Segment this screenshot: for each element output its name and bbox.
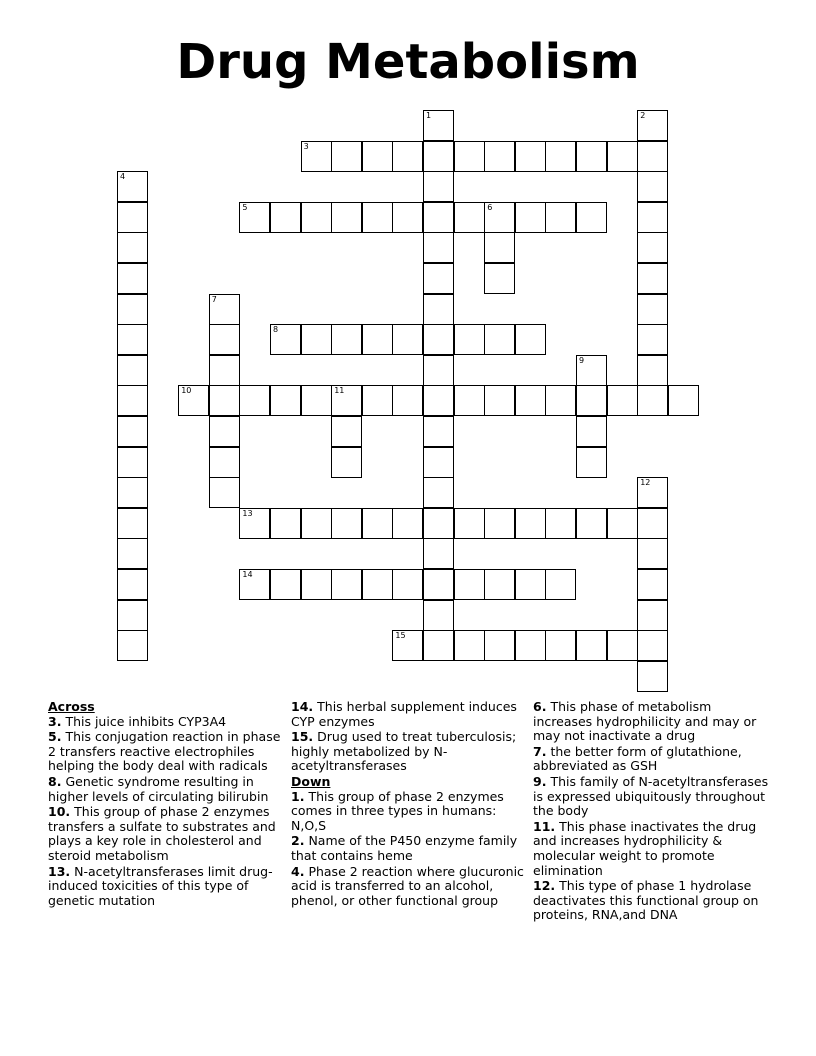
grid-cell[interactable] <box>117 263 148 294</box>
grid-cell[interactable] <box>637 263 668 294</box>
grid-cell[interactable] <box>423 294 454 325</box>
cell-number: 8 <box>273 325 279 335</box>
down-heading: Down <box>291 773 331 789</box>
grid-cell[interactable] <box>545 385 576 416</box>
grid-cell[interactable] <box>209 324 240 355</box>
grid-cell[interactable] <box>331 324 362 355</box>
grid-cell[interactable] <box>423 447 454 478</box>
grid-cell[interactable] <box>637 569 668 600</box>
grid-cell[interactable] <box>331 447 362 478</box>
grid-cell[interactable] <box>331 416 362 447</box>
grid-cell[interactable] <box>209 385 240 416</box>
grid-cell[interactable] <box>423 263 454 294</box>
clue-text: Name of the P450 enzyme family that contains heme <box>291 833 518 863</box>
grid-cell[interactable] <box>392 508 423 539</box>
grid-cell[interactable] <box>545 569 576 600</box>
clue-across-5 <box>48 730 284 774</box>
grid-cell[interactable] <box>545 508 576 539</box>
grid-cell[interactable] <box>117 385 148 416</box>
grid-cell[interactable] <box>423 171 454 202</box>
grid-cell[interactable] <box>331 385 362 416</box>
clue-down-9 <box>533 775 773 819</box>
clue-down-1 <box>291 790 527 834</box>
grid-cell[interactable] <box>484 569 515 600</box>
grid-cell[interactable] <box>362 202 393 233</box>
clue-across-13 <box>48 865 284 909</box>
grid-cell[interactable] <box>576 141 607 172</box>
cell-number: 1 <box>426 111 432 120</box>
grid-cell[interactable] <box>239 202 270 233</box>
clue-text: This phase inactivates the drug and increases hydrophilicity & molecular weight to promote elimination <box>533 818 757 878</box>
clue-down-6 <box>533 700 773 744</box>
grid-cell[interactable] <box>423 141 454 172</box>
grid-cell[interactable] <box>117 355 148 386</box>
grid-cell[interactable] <box>117 324 148 355</box>
grid-cell[interactable] <box>301 141 332 172</box>
grid-cell[interactable] <box>117 508 148 539</box>
grid-cell[interactable] <box>423 416 454 447</box>
grid-cell[interactable] <box>576 447 607 478</box>
grid-cell[interactable] <box>392 141 423 172</box>
grid-cell[interactable] <box>637 661 668 692</box>
cell-number: 4 <box>120 172 126 182</box>
grid-cell[interactable] <box>454 569 485 600</box>
clue-across-14 <box>291 700 527 729</box>
clue-number: 4. <box>291 863 305 879</box>
grid-cell[interactable] <box>637 355 668 386</box>
clue-down-7 <box>533 745 773 774</box>
grid-cell[interactable] <box>423 630 454 661</box>
clue-number: 3. <box>48 713 62 729</box>
puzzle-title: Drug Metabolism <box>176 34 640 90</box>
grid-cell[interactable] <box>515 385 546 416</box>
clues-column-1 <box>48 700 284 909</box>
clue-number: 1. <box>291 788 305 804</box>
clue-across-3 <box>48 715 284 730</box>
clue-text: This juice inhibits CYP3A4 <box>65 713 227 729</box>
grid-cell[interactable] <box>637 232 668 263</box>
cell-number: 10 <box>181 386 192 396</box>
grid-cell[interactable] <box>607 385 638 416</box>
grid-cell[interactable] <box>178 385 209 416</box>
grid-cell[interactable] <box>117 416 148 447</box>
grid-cell[interactable] <box>362 508 393 539</box>
clue-text: This conjugation reaction in phase 2 transfers reactive electrophiles helping the body deal with radicals <box>48 729 281 774</box>
clue-text: N-acetyltransferases limit drug-induced toxicities of this type of genetic mutation <box>48 863 273 908</box>
grid-cell[interactable] <box>484 202 515 233</box>
grid-cell[interactable] <box>423 355 454 386</box>
grid-cell[interactable] <box>239 569 270 600</box>
cell-number: 7 <box>211 294 217 304</box>
grid-cell[interactable] <box>209 416 240 447</box>
clue-text: This herbal supplement induces CYP enzymes <box>291 699 517 729</box>
clue-text: This family of N-acetyltransferases is expressed ubiquitously throughout the body <box>533 773 769 819</box>
grid-cell[interactable] <box>423 508 454 539</box>
grid-cell[interactable] <box>637 324 668 355</box>
clue-number: 14. <box>291 699 314 714</box>
clue-across-8 <box>48 775 284 804</box>
grid-cell[interactable] <box>515 569 546 600</box>
grid-cell[interactable] <box>515 508 546 539</box>
cell-number: 6 <box>487 202 493 212</box>
grid-cell[interactable] <box>637 385 668 416</box>
cell-number: 11 <box>334 386 345 396</box>
grid-cell[interactable] <box>607 630 638 661</box>
grid-cell[interactable] <box>209 477 240 508</box>
grid-cell[interactable] <box>301 324 332 355</box>
grid-cell[interactable] <box>270 385 301 416</box>
clue-number: 6. <box>533 699 547 714</box>
grid-cell[interactable] <box>484 385 515 416</box>
grid-cell[interactable] <box>117 232 148 263</box>
grid-cell[interactable] <box>454 385 485 416</box>
grid-cell[interactable] <box>301 385 332 416</box>
grid-cell[interactable] <box>454 141 485 172</box>
grid-cell[interactable] <box>576 508 607 539</box>
grid-cell[interactable] <box>117 600 148 631</box>
clue-down-4 <box>291 865 527 909</box>
grid-cell[interactable] <box>423 232 454 263</box>
clue-number: 10. <box>48 804 71 820</box>
grid-cell[interactable] <box>270 569 301 600</box>
grid-cell[interactable] <box>637 477 668 508</box>
grid-cell[interactable] <box>117 538 148 569</box>
grid-cell[interactable] <box>545 630 576 661</box>
grid-cell[interactable] <box>576 416 607 447</box>
clue-number: 15. <box>291 729 314 745</box>
grid-cell[interactable] <box>270 324 301 355</box>
cell-number: 3 <box>303 141 309 151</box>
grid-cell[interactable] <box>392 630 423 661</box>
clue-across-15 <box>291 730 527 774</box>
grid-cell[interactable] <box>637 600 668 631</box>
clue-down-12 <box>533 879 773 923</box>
grid-cell[interactable] <box>637 141 668 172</box>
grid-cell[interactable] <box>576 385 607 416</box>
grid-cell[interactable] <box>637 508 668 539</box>
cell-number: 13 <box>242 508 253 518</box>
grid-cell[interactable] <box>392 569 423 600</box>
grid-cell[interactable] <box>637 538 668 569</box>
grid-cell[interactable] <box>515 202 546 233</box>
grid-cell[interactable] <box>484 263 515 294</box>
grid-cell[interactable] <box>117 202 148 233</box>
clues-column-2 <box>291 700 527 909</box>
clue-down-2 <box>291 834 527 863</box>
clue-across-10 <box>48 805 284 863</box>
clue-number: 11. <box>533 818 556 834</box>
grid-cell[interactable] <box>331 508 362 539</box>
grid-cell[interactable] <box>209 447 240 478</box>
cell-number: 5 <box>242 202 248 212</box>
grid-cell[interactable] <box>484 141 515 172</box>
grid-cell[interactable] <box>484 324 515 355</box>
clue-number: 13. <box>48 863 71 879</box>
grid-cell[interactable] <box>637 202 668 233</box>
grid-cell[interactable] <box>392 324 423 355</box>
grid-cell[interactable] <box>423 110 454 141</box>
clue-number: 8. <box>48 773 62 789</box>
grid-cell[interactable] <box>484 630 515 661</box>
grid-cell[interactable] <box>392 202 423 233</box>
grid-cell[interactable] <box>576 630 607 661</box>
grid-cell[interactable] <box>117 477 148 508</box>
grid-cell[interactable] <box>117 447 148 478</box>
clue-number: 7. <box>533 743 547 759</box>
clues-column-3 <box>533 700 773 924</box>
grid-cell[interactable] <box>362 569 393 600</box>
grid-cell[interactable] <box>515 141 546 172</box>
clue-text: This phase of metabolism increases hydrophilicity and may or may not inactivate a drug <box>533 699 757 744</box>
grid-cell[interactable] <box>484 508 515 539</box>
grid-cell[interactable] <box>423 324 454 355</box>
grid-cell[interactable] <box>637 110 668 141</box>
grid-cell[interactable] <box>392 385 423 416</box>
grid-cell[interactable] <box>607 141 638 172</box>
grid-cell[interactable] <box>454 630 485 661</box>
cell-number: 9 <box>579 355 585 365</box>
grid-cell[interactable] <box>239 508 270 539</box>
clue-number: 9. <box>533 773 547 789</box>
grid-cell[interactable] <box>270 202 301 233</box>
cell-number: 2 <box>640 111 646 120</box>
clue-number: 2. <box>291 833 305 849</box>
grid-cell[interactable] <box>270 508 301 539</box>
grid-cell[interactable] <box>637 171 668 202</box>
grid-cell[interactable] <box>423 600 454 631</box>
clue-text: Phase 2 reaction where glucuronic acid is transferred to an alcohol, phenol, or other functional group <box>291 863 524 908</box>
cell-number: 12 <box>640 478 651 488</box>
grid-cell[interactable] <box>239 385 270 416</box>
grid-cell[interactable] <box>301 508 332 539</box>
grid-cell[interactable] <box>331 569 362 600</box>
grid-cell[interactable] <box>301 569 332 600</box>
grid-cell[interactable] <box>117 294 148 325</box>
grid-cell[interactable] <box>117 171 148 202</box>
grid-cell[interactable] <box>209 355 240 386</box>
grid-cell[interactable] <box>331 141 362 172</box>
across-heading: Across <box>48 699 95 714</box>
grid-cell[interactable] <box>423 202 454 233</box>
grid-cell[interactable] <box>301 202 332 233</box>
grid-cell[interactable] <box>668 385 699 416</box>
grid-cell[interactable] <box>117 569 148 600</box>
clue-text: This group of phase 2 enzymes transfers a sulfate to substrates and plays a key role in cholesterol and steroid metabolism <box>48 804 276 863</box>
cell-number: 14 <box>242 570 253 579</box>
clue-number: 12. <box>533 878 556 894</box>
grid-cell[interactable] <box>607 508 638 539</box>
clue-text: Drug used to treat tuberculosis; highly metabolized by N-acetyltransferases <box>291 729 517 774</box>
grid-cell[interactable] <box>362 385 393 416</box>
clue-text: This group of phase 2 enzymes comes in three types in humans: N,O,S <box>291 788 504 833</box>
grid-cell[interactable] <box>515 324 546 355</box>
grid-cell[interactable] <box>637 294 668 325</box>
grid-cell[interactable] <box>331 202 362 233</box>
grid-cell[interactable] <box>362 324 393 355</box>
grid-cell[interactable] <box>454 508 485 539</box>
clue-number: 5. <box>48 729 62 745</box>
clue-text: Genetic syndrome resulting in higher levels of circulating bilirubin <box>48 773 269 804</box>
grid-cell[interactable] <box>576 355 607 386</box>
grid-cell[interactable] <box>209 294 240 325</box>
grid-cell[interactable] <box>545 141 576 172</box>
grid-cell[interactable] <box>637 630 668 661</box>
grid-cell[interactable] <box>423 477 454 508</box>
grid-cell[interactable] <box>423 569 454 600</box>
grid-cell[interactable] <box>484 232 515 263</box>
grid-cell[interactable] <box>515 630 546 661</box>
grid-cell[interactable] <box>576 202 607 233</box>
grid-cell[interactable] <box>362 141 393 172</box>
clue-text: the better form of glutathione, abbreviated as GSH <box>533 743 742 774</box>
grid-cell[interactable] <box>423 538 454 569</box>
cell-number: 15 <box>395 631 406 641</box>
grid-cell[interactable] <box>454 202 485 233</box>
clue-text: This type of phase 1 hydrolase deactivates this functional group on proteins, RNA,and DNA <box>533 878 759 923</box>
clue-down-11 <box>533 820 773 878</box>
grid-cell[interactable] <box>454 324 485 355</box>
grid-cell[interactable] <box>117 630 148 661</box>
grid-cell[interactable] <box>545 202 576 233</box>
grid-cell[interactable] <box>423 385 454 416</box>
